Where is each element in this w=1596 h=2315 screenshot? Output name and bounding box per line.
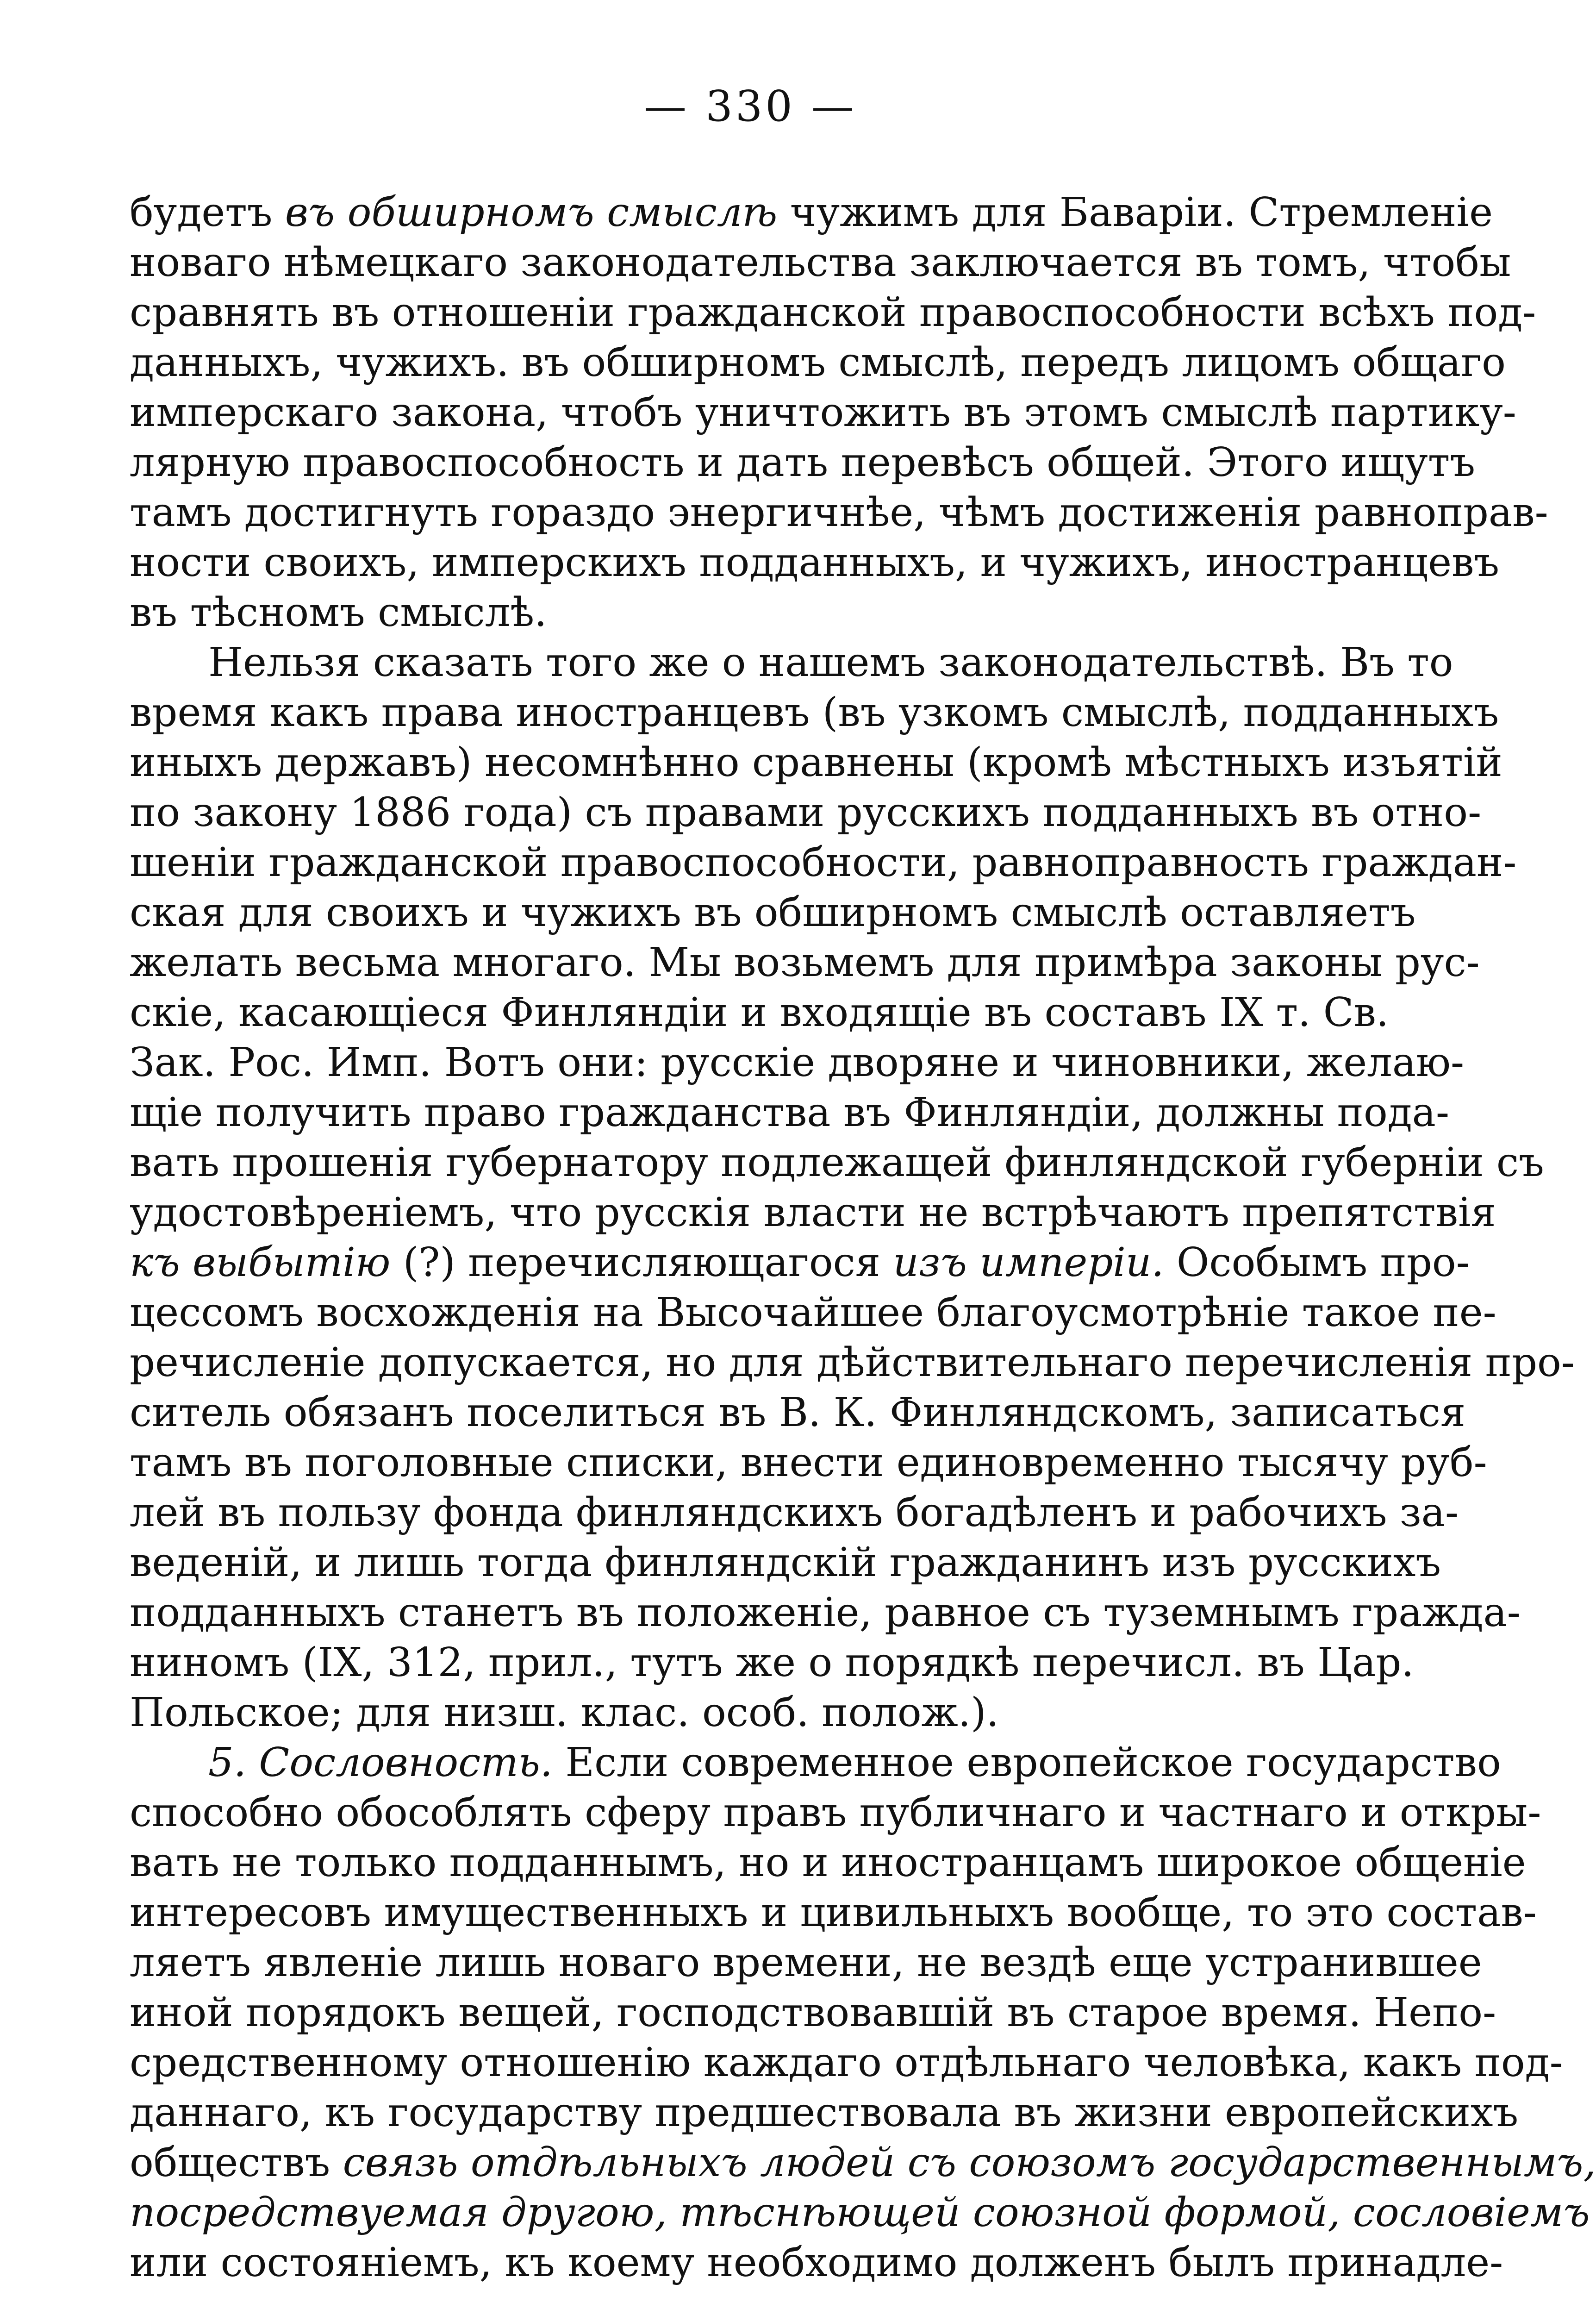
text-line: подданныхъ станетъ въ положеніе, равное съ туземнымъ гражда- <box>130 1589 1521 1636</box>
text-line: сравнять въ отношеніи гражданской правоспособности всѣхъ под- <box>130 289 1536 336</box>
text-line: удостовѣреніемъ, что русскія власти не встрѣчаютъ препятствія <box>130 1189 1496 1236</box>
text-line <box>130 2188 1590 2238</box>
text-span: (?) перечисляющагося <box>390 1239 893 1286</box>
text-line: иныхъ державъ) несомнѣнно сравнены (кромѣ мѣстныхъ изъятій <box>130 739 1502 786</box>
text-line: новаго нѣмецкаго законодательства заключается въ томъ, чтобы <box>130 239 1511 286</box>
text-span: Особымъ про- <box>1164 1239 1470 1286</box>
text-line: веденій, и лишь тогда финляндскій гражданинъ изъ русскихъ <box>130 1539 1441 1586</box>
paragraph <box>130 188 1548 638</box>
page-number: — 330 — <box>643 81 857 131</box>
paragraph <box>130 1738 1596 2288</box>
italic-phrase: сословіемъ <box>1353 2190 1590 2236</box>
text-line: средственному отношенію каждаго отдѣльнаго человѣка, какъ под- <box>130 2040 1563 2086</box>
text-line <box>130 188 1493 238</box>
text-line <box>130 2138 1596 2188</box>
text-line: речисленіе допускается, но для дѣйствительнаго перечисленія про- <box>130 1339 1575 1386</box>
text-span: чужимъ для Баваріи. Стремленіе <box>777 189 1493 236</box>
text-span: будетъ <box>130 189 285 236</box>
text-line: даннаго, къ государству предшествовала въ жизни европейскихъ <box>130 2090 1519 2136</box>
text-line: тамъ достигнуть гораздо энергичнѣе, чѣмъ достиженія равноправ- <box>130 489 1548 536</box>
italic-phrase: въ обширномъ смыслѣ <box>285 189 778 236</box>
text-line: по закону 1886 года) съ правами русскихъ подданныхъ въ отно- <box>130 789 1482 836</box>
text-line: желать весьма многаго. Мы возьмемъ для примѣра законы рус- <box>130 939 1480 986</box>
body-text <box>130 188 1596 2288</box>
text-line: интересовъ имущественныхъ и цивильныхъ вообще, то это состав- <box>130 1890 1537 1936</box>
text-line: ляетъ явленіе лишь новаго времени, не вездѣ еще устранившее <box>130 1940 1482 1986</box>
text-line: ности своихъ, имперскихъ подданныхъ, и чужихъ, иностранцевъ <box>130 539 1500 586</box>
text-line <box>130 1738 1501 1788</box>
italic-phrase: къ выбытію <box>130 1239 391 1286</box>
text-line: ниномъ (IX, 312, прил., тутъ же о порядкѣ перечисл. въ Цар. <box>130 1639 1414 1686</box>
text-line: вать не только подданнымъ, но и иностранцамъ широкое общеніе <box>130 1839 1526 1886</box>
text-line: лярную правоспособность и дать перевѣсъ общей. Этого ищутъ <box>130 439 1476 486</box>
text-line: цессомъ восхожденія на Высочайшее благоусмотрѣніе такое пе- <box>130 1289 1496 1336</box>
section-heading: 5. Сословность. <box>208 1739 553 1786</box>
text-line: Нельзя сказать того же о нашемъ законодательствѣ. Въ то <box>208 639 1453 686</box>
text-line: ская для своихъ и чужихъ въ обширномъ смыслѣ оставляетъ <box>130 889 1416 936</box>
text-line: лей въ пользу фонда финляндскихъ богадѣленъ и рабочихъ за- <box>130 1489 1459 1536</box>
text-span: Если современное европейское государство <box>553 1739 1501 1786</box>
text-line: тамъ въ поголовные списки, внести единовременно тысячу руб- <box>130 1439 1487 1486</box>
text-line: шеніи гражданской правоспособности, равноправность граждан- <box>130 839 1517 886</box>
text-line: или состояніемъ, къ коему необходимо долженъ былъ принадле- <box>130 2240 1503 2286</box>
text-line: въ тѣсномъ смыслѣ. <box>130 589 547 636</box>
italic-phrase: связь отдѣльныхъ людей съ союзомъ государственнымъ, <box>343 2140 1596 2186</box>
text-span: обществъ <box>130 2140 343 2186</box>
paragraph <box>130 638 1575 1738</box>
italic-phrase: изъ имперіи. <box>893 1239 1164 1286</box>
text-line: способно обособлять сферу правъ публичнаго и частнаго и откры- <box>130 1789 1541 1836</box>
text-line <box>130 1238 1470 1288</box>
text-line: время какъ права иностранцевъ (въ узкомъ смыслѣ, подданныхъ <box>130 689 1499 736</box>
text-line: имперскаго закона, чтобъ уничтожить въ этомъ смыслѣ партику- <box>130 389 1516 436</box>
text-line: Зак. Рос. Имп. Вотъ они: русскіе дворяне и чиновники, желаю- <box>130 1039 1465 1086</box>
text-line: иной порядокъ вещей, господствовавшій въ старое время. Непо- <box>130 1990 1496 2036</box>
text-line: данныхъ, чужихъ. въ обширномъ смыслѣ, передъ лицомъ общаго <box>130 339 1506 386</box>
text-line: скіе, касающіеся Финляндіи и входящіе въ составъ IX т. Св. <box>130 989 1389 1036</box>
text-line: вать прошенія губернатору подлежащей финляндской губерніи съ <box>130 1139 1544 1186</box>
text-span <box>1340 2190 1353 2236</box>
text-line: Польское; для низш. клас. особ. полож.). <box>130 1689 999 1736</box>
text-line: ситель обязанъ поселиться въ В. К. Финляндскомъ, записаться <box>130 1389 1466 1436</box>
italic-phrase: посредствуемая другою, тѣснѣющей союзной формой, <box>130 2190 1340 2236</box>
text-line: щіе получить право гражданства въ Финляндіи, должны пода- <box>130 1089 1450 1136</box>
